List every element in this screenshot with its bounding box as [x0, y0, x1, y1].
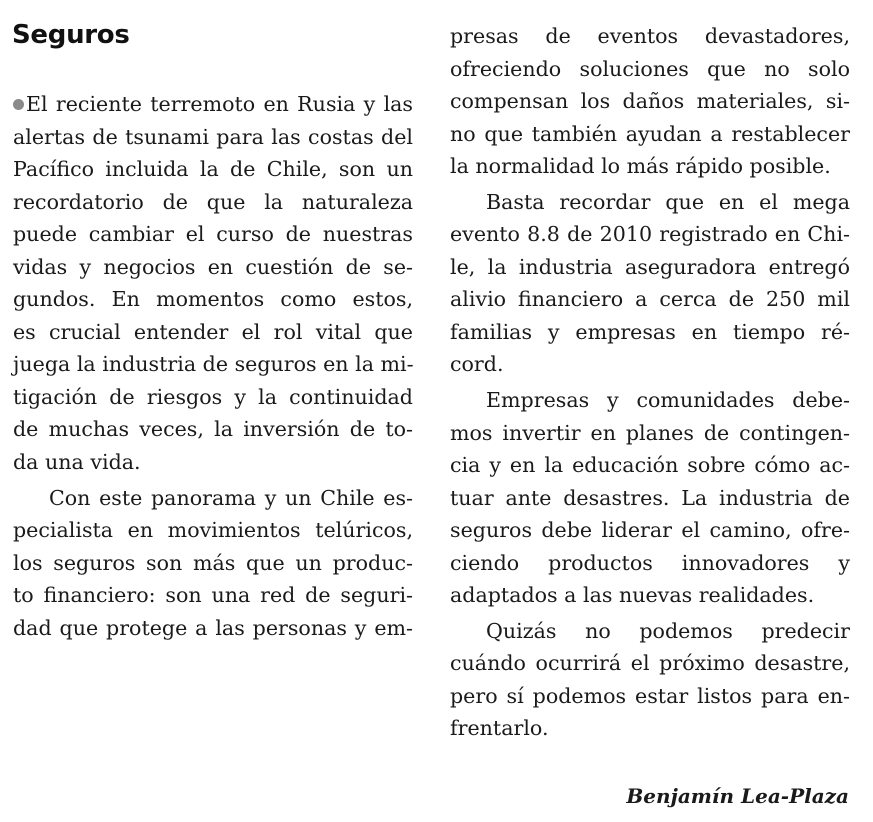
paragraph-2: [13, 482, 413, 645]
text-line: compensan los daños materiales, si-: [450, 89, 850, 114]
text-line: vidas y negocios en cuestión de se-: [13, 254, 413, 279]
paragraph-2-continued: [450, 20, 850, 183]
text-line: presas de eventos devastadores,: [450, 24, 850, 48]
text-line: gundos. En momentos como estos,: [13, 287, 413, 312]
left-column: [13, 88, 413, 644]
text-line: la normalidad lo más rápido posible.: [450, 154, 831, 179]
text-line: evento 8.8 de 2010 registrado en Chi-: [450, 222, 850, 247]
text-line: frentarlo.: [450, 716, 549, 741]
text-line: Basta recordar que en el mega: [486, 189, 850, 214]
article-title: Seguros: [12, 20, 130, 50]
text-line: pecialista en movimientos telúricos,: [13, 518, 413, 543]
text-line: Pacífico incluida la de Chile, son un: [13, 157, 413, 182]
text-line: ciendo productos innovadores y: [450, 550, 850, 575]
text-line: Quizás no podemos predecir: [486, 618, 850, 643]
author-byline: Benjamín Lea-Plaza: [626, 784, 849, 808]
text-line: ofreciendo soluciones que no solo: [450, 56, 850, 81]
text-line: da una vida.: [13, 450, 141, 475]
text-line: alertas de tsunami para las costas del: [13, 124, 413, 149]
text-line: los seguros son más que un produc-: [13, 550, 413, 575]
text-line: no que también ayudan a restablecer: [450, 121, 850, 146]
text-line: puede cambiar el curso de nuestras: [13, 222, 413, 247]
paragraph-4: [450, 384, 850, 612]
text-line-content: El reciente terremoto en Rusia y las: [26, 92, 413, 116]
paragraph-3: [450, 186, 850, 381]
text-line: le, la industria aseguradora entregó: [450, 254, 850, 279]
text-line: es crucial entender el rol vital que: [13, 319, 413, 344]
text-line: recordatorio de que la naturaleza: [13, 189, 413, 214]
text-line: cia y en la educación sobre cómo ac-: [450, 453, 850, 478]
text-line: [13, 88, 413, 121]
text-line: mos invertir en planes de contingen-: [450, 420, 850, 445]
text-line: dad que protege a las personas y em-: [13, 615, 413, 640]
text-line: Empresas y comunidades debe-: [486, 388, 850, 413]
bullet-circle-icon: [13, 99, 24, 110]
text-line: tigación de riesgos y la continuidad: [13, 384, 413, 409]
text-line: to financiero: son una red de seguri-: [13, 583, 413, 608]
paragraph-1: [13, 88, 413, 479]
text-line: pero sí podemos estar listos para en-: [450, 683, 850, 708]
text-line: tuar ante desastres. La industria de: [450, 485, 850, 510]
text-line: adaptados a las nuevas realidades.: [450, 583, 815, 608]
text-line: de muchas veces, la inversión de to-: [13, 417, 413, 442]
paragraph-5: [450, 615, 850, 745]
text-line: alivio financiero a cerca de 250 mil: [450, 287, 850, 312]
text-line: cord.: [450, 352, 504, 377]
text-line: seguros debe liderar el camino, ofre-: [450, 518, 850, 543]
right-column: [450, 20, 850, 745]
text-line: familias y empresas en tiempo ré-: [450, 319, 850, 344]
text-line: juega la industria de seguros en la mi-: [13, 352, 414, 377]
text-line: Con este panorama y un Chile es-: [49, 485, 413, 510]
text-line: cuándo ocurrirá el próximo desastre,: [450, 651, 850, 676]
